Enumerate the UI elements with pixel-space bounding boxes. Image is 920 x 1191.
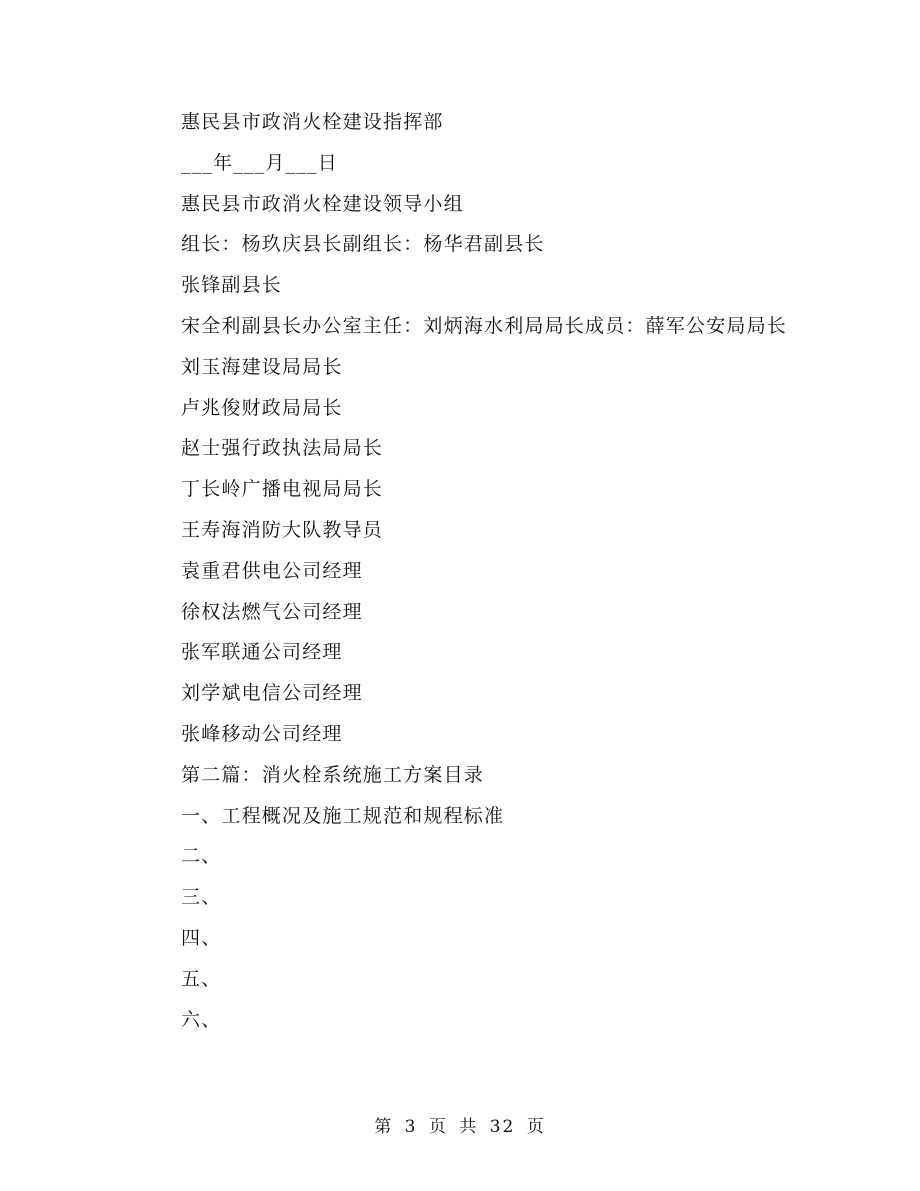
- toc-item: 五、: [181, 967, 222, 990]
- toc-item: 四、: [181, 926, 222, 949]
- paragraph-member: 卢兆俊财政局局长: [181, 396, 343, 419]
- section-heading: 第二篇：消火栓系统施工方案目录: [181, 763, 485, 786]
- paragraph-office-and-members: 宋全利副县长办公室主任：刘炳海水利局局长成员：薛军公安局局长: [181, 314, 788, 337]
- paragraph-member: 丁长岭广播电视局局长: [181, 478, 384, 501]
- page-number-footer: 第 3 页 共 32 页: [374, 1117, 546, 1137]
- toc-item: 六、: [181, 1008, 222, 1031]
- paragraph-member: 张军联通公司经理: [181, 641, 343, 664]
- toc-item: 二、: [181, 845, 222, 868]
- paragraph-member: 刘学斌电信公司经理: [181, 682, 363, 705]
- toc-item: 一、工程概况及施工规范和规程标准: [181, 804, 505, 827]
- paragraph-group-leaders: 组长：杨玖庆县长副组长：杨华君副县长: [181, 233, 545, 256]
- paragraph-member: 张峰移动公司经理: [181, 722, 343, 745]
- paragraph-leading-group: 惠民县市政消火栓建设领导小组: [181, 192, 464, 215]
- paragraph-member: 袁重君供电公司经理: [181, 559, 363, 582]
- paragraph-headquarters: 惠民县市政消火栓建设指挥部: [181, 111, 444, 133]
- paragraph-member: 张锋副县长: [181, 274, 283, 297]
- toc-item: 三、: [181, 886, 222, 909]
- paragraph-date: ___年___月___日: [181, 151, 338, 174]
- paragraph-member: 王寿海消防大队教导员: [181, 518, 384, 541]
- paragraph-member: 赵士强行政执法局局长: [181, 437, 384, 460]
- document-body: [138, 102, 788, 1040]
- paragraph-member: 徐权法燃气公司经理: [181, 600, 363, 623]
- paragraph-member: 刘玉海建设局局长: [181, 355, 343, 378]
